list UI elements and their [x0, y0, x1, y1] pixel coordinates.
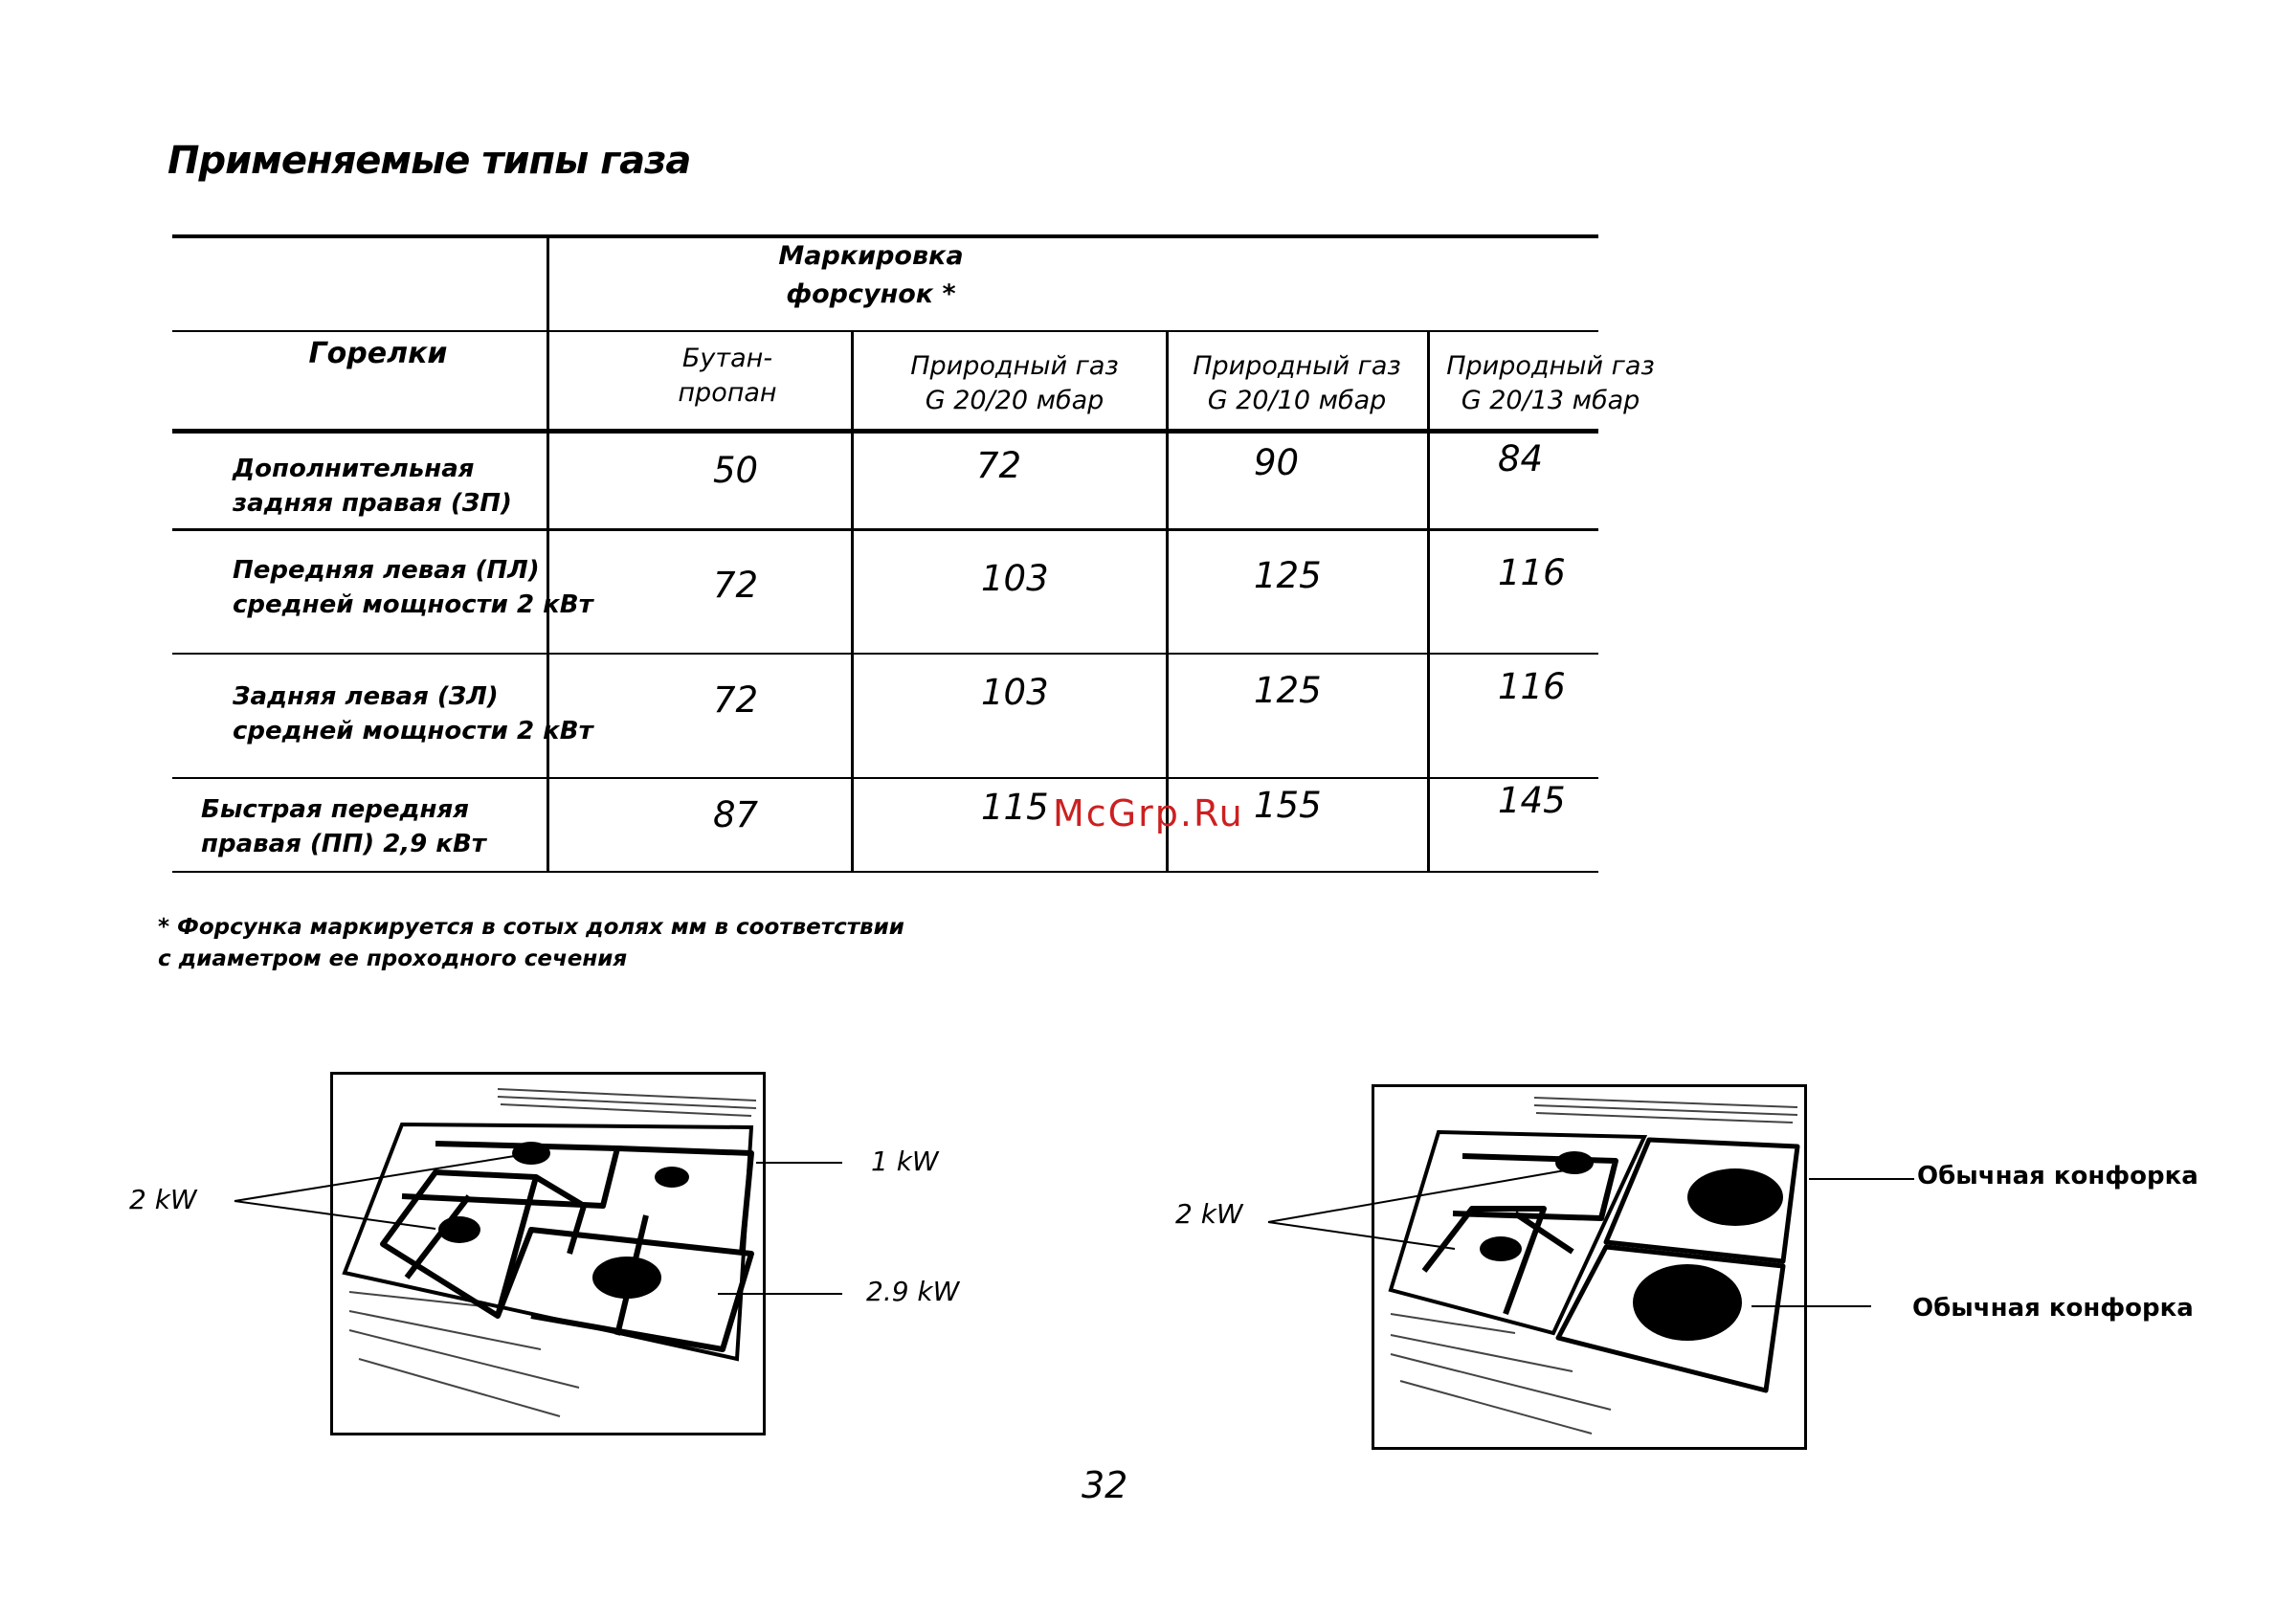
col-header-g20-10: Природный газ G 20/10 мбар — [1193, 351, 1401, 415]
table-row-label: Дополнительная задняя правая (ЗП) — [233, 455, 512, 518]
table-cell: 155 — [1254, 785, 1322, 826]
col-header-g20-13: Природный газ G 20/13 мбар — [1446, 351, 1655, 415]
table-cell: 103 — [981, 558, 1049, 599]
col-header-g20-20: Природный газ G 20/20 мбар — [910, 351, 1119, 415]
table-cell: 72 — [976, 445, 1022, 486]
burners-header: Горелки — [308, 337, 448, 370]
table-cell: 72 — [713, 565, 759, 606]
table-cell: 84 — [1498, 438, 1544, 479]
marking-header: Маркировка форсунок * — [778, 241, 964, 309]
label-2kw: 2 kW — [129, 1184, 197, 1215]
table-row-label: Задняя левая (ЗЛ) средней мощности 2 кВт — [233, 682, 593, 745]
table-cell: 115 — [981, 787, 1049, 828]
table-cell: 116 — [1498, 552, 1566, 593]
col-header-butane: Бутан- пропан — [678, 344, 777, 408]
table-header-rule — [172, 429, 1598, 434]
left-callouts — [211, 1120, 842, 1311]
page-number: 32 — [1082, 1464, 1128, 1506]
table-col-rule — [1166, 330, 1169, 872]
watermark: McGrp.Ru — [1053, 792, 1244, 834]
table-cell: 72 — [713, 679, 759, 721]
table-col-rule — [851, 330, 854, 872]
table-row-label: Передняя левая (ПЛ) средней мощности 2 кВт — [233, 556, 593, 619]
table-cell: 50 — [713, 450, 759, 491]
footnote: * Форсунка маркируется в сотых долях мм в соответствии с диаметром ее проходного сечения — [158, 915, 904, 971]
table-cell: 103 — [981, 672, 1049, 713]
table-cell: 90 — [1254, 442, 1300, 483]
label-2kw-right: 2 kW — [1175, 1198, 1243, 1230]
label-plate-2: Обычная конфорка — [1912, 1294, 2194, 1323]
label-2-9kw: 2.9 kW — [866, 1276, 960, 1307]
table-rule — [172, 528, 1598, 531]
table-col-rule — [1427, 330, 1430, 872]
table-row-label: Быстрая передняя правая (ПП) 2,9 кВт — [201, 795, 486, 858]
page-title: Применяемые типы газа — [167, 139, 691, 183]
table-cell: 116 — [1498, 666, 1566, 707]
table-rule — [172, 653, 1598, 655]
table-cell: 125 — [1254, 670, 1322, 711]
table-cell: 145 — [1498, 780, 1566, 821]
table-rule — [172, 777, 1598, 779]
label-1kw: 1 kW — [871, 1146, 939, 1177]
right-callouts — [1254, 1158, 1914, 1321]
table-cell: 87 — [713, 794, 759, 835]
table-cell: 125 — [1254, 555, 1322, 596]
label-plate-1: Обычная конфорка — [1917, 1162, 2198, 1190]
table-rule — [172, 330, 1598, 332]
table-bottom-rule — [172, 871, 1598, 873]
